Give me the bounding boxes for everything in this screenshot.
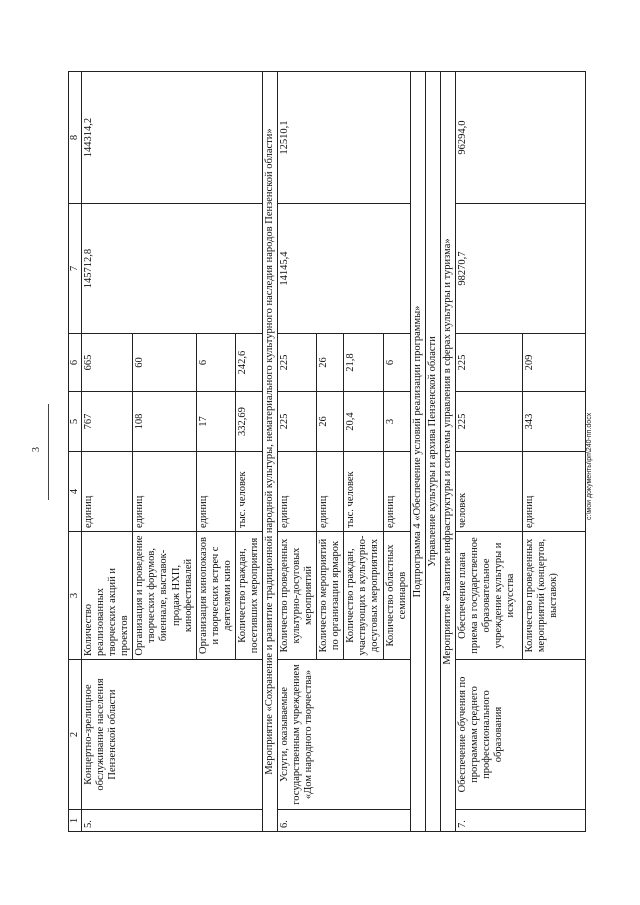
value-plan: 225 [455, 392, 522, 452]
indicator-name: Организация и проведение творческих форумов, биеннале, выставок-продаж НХП, кинофестивалей [133, 532, 196, 660]
page-number: 3 [31, 447, 42, 452]
col-header: 2 [69, 660, 82, 810]
value-fact: 60 [133, 334, 196, 392]
funding-plan: 98270,7 [455, 204, 585, 334]
unit: единиц [278, 452, 317, 532]
section-row [425, 72, 440, 832]
section-row [440, 72, 455, 832]
indicator-name: Организация кинопоказов и творческих встреч с деятелями кино [196, 532, 235, 660]
value-plan: 26 [317, 392, 344, 452]
value-fact: 242,6 [235, 334, 262, 392]
measure-heading: Мероприятие «Сохранение и развитие традиционной народной культуры, нематериального культурного наследия народов Пензенской области» [262, 72, 277, 832]
value-plan: 108 [133, 392, 196, 452]
value-fact: 6 [383, 334, 410, 392]
value-plan: 332,69 [235, 392, 262, 452]
separator-line [48, 404, 49, 500]
unit: тыс. человек [344, 452, 383, 532]
rotated-table-sheet [68, 72, 608, 832]
col-header: 1 [69, 810, 82, 832]
section-row [262, 72, 277, 832]
col-header: 8 [69, 72, 82, 204]
table-row [278, 72, 317, 832]
services-table [68, 71, 586, 832]
indicator-name: Количество проведенных культурно-досуговых мероприятий [278, 532, 317, 660]
col-header: 4 [69, 452, 82, 532]
value-plan: 343 [522, 392, 585, 452]
funding-plan: 14145,4 [278, 204, 411, 334]
indicator-name: Количество областных семинаров [383, 532, 410, 660]
col-header: 7 [69, 204, 82, 334]
indicator-name: Количество граждан, посетивших мероприятия [235, 532, 262, 660]
value-fact: 21,8 [344, 334, 383, 392]
unit: единиц [317, 452, 344, 532]
indicator-name: Количество проведенных мероприятий (концертов, выставок) [522, 532, 585, 660]
indicator-name: Количество граждан, участвующих в культурно-досуговых мероприятиях [344, 532, 383, 660]
indicator-name: Количество мероприятий по организации ярмарок [317, 532, 344, 660]
table-row [82, 72, 133, 832]
funding-fact: 144314,2 [82, 72, 263, 204]
service-name: Концертно-зрелищное обслуживание населения Пензенской области [82, 660, 263, 810]
value-plan: 20,4 [344, 392, 383, 452]
unit: единиц [196, 452, 235, 532]
value-fact: 665 [82, 334, 133, 392]
unit: единиц [522, 452, 585, 532]
unit: человек [455, 452, 522, 532]
unit: единиц [82, 452, 133, 532]
value-fact: 225 [455, 334, 522, 392]
indicator-name: Количество реализованных творческих акций и проектов [82, 532, 133, 660]
table-row [455, 72, 522, 832]
value-fact: 209 [522, 334, 585, 392]
col-header: 6 [69, 334, 82, 392]
value-fact: 225 [278, 334, 317, 392]
row-number: 7. [455, 810, 585, 832]
unit: единиц [133, 452, 196, 532]
indicator-name: Обеспечение плана приема в государственное образовательное учреждение культуры и искусства [455, 532, 522, 660]
measure-heading: Мероприятие «Развитие инфраструктуры и системы управления в сферах культуры и туризма» [440, 72, 455, 832]
value-fact: 26 [317, 334, 344, 392]
service-name: Обеспечение обучения по программам среднего профессионального образования [455, 660, 585, 810]
service-name: Услуги, оказываемые государственным учреждением «Дом народного творчества» [278, 660, 411, 810]
department-heading: Управление культуры и архива Пензенской области [425, 72, 440, 832]
value-plan: 17 [196, 392, 235, 452]
value-fact: 6 [196, 334, 235, 392]
row-number: 6. [278, 810, 411, 832]
value-plan: 767 [82, 392, 133, 452]
col-header: 5 [69, 392, 82, 452]
value-plan: 3 [383, 392, 410, 452]
section-row [410, 72, 425, 832]
value-plan: 225 [278, 392, 317, 452]
footer-file-path: c:\мои документы\рп\240-пп.docx [586, 412, 593, 520]
column-number-row [69, 72, 82, 832]
unit: тыс. человек [235, 452, 262, 532]
col-header: 3 [69, 532, 82, 660]
row-number: 5. [82, 810, 263, 832]
funding-fact: 12510,1 [278, 72, 411, 204]
subprogram-heading: Подпрограмма 4 «Обеспечение условий реализации программы» [410, 72, 425, 832]
unit: единиц [383, 452, 410, 532]
funding-fact: 96294,0 [455, 72, 585, 204]
funding-plan: 145712,8 [82, 204, 263, 334]
